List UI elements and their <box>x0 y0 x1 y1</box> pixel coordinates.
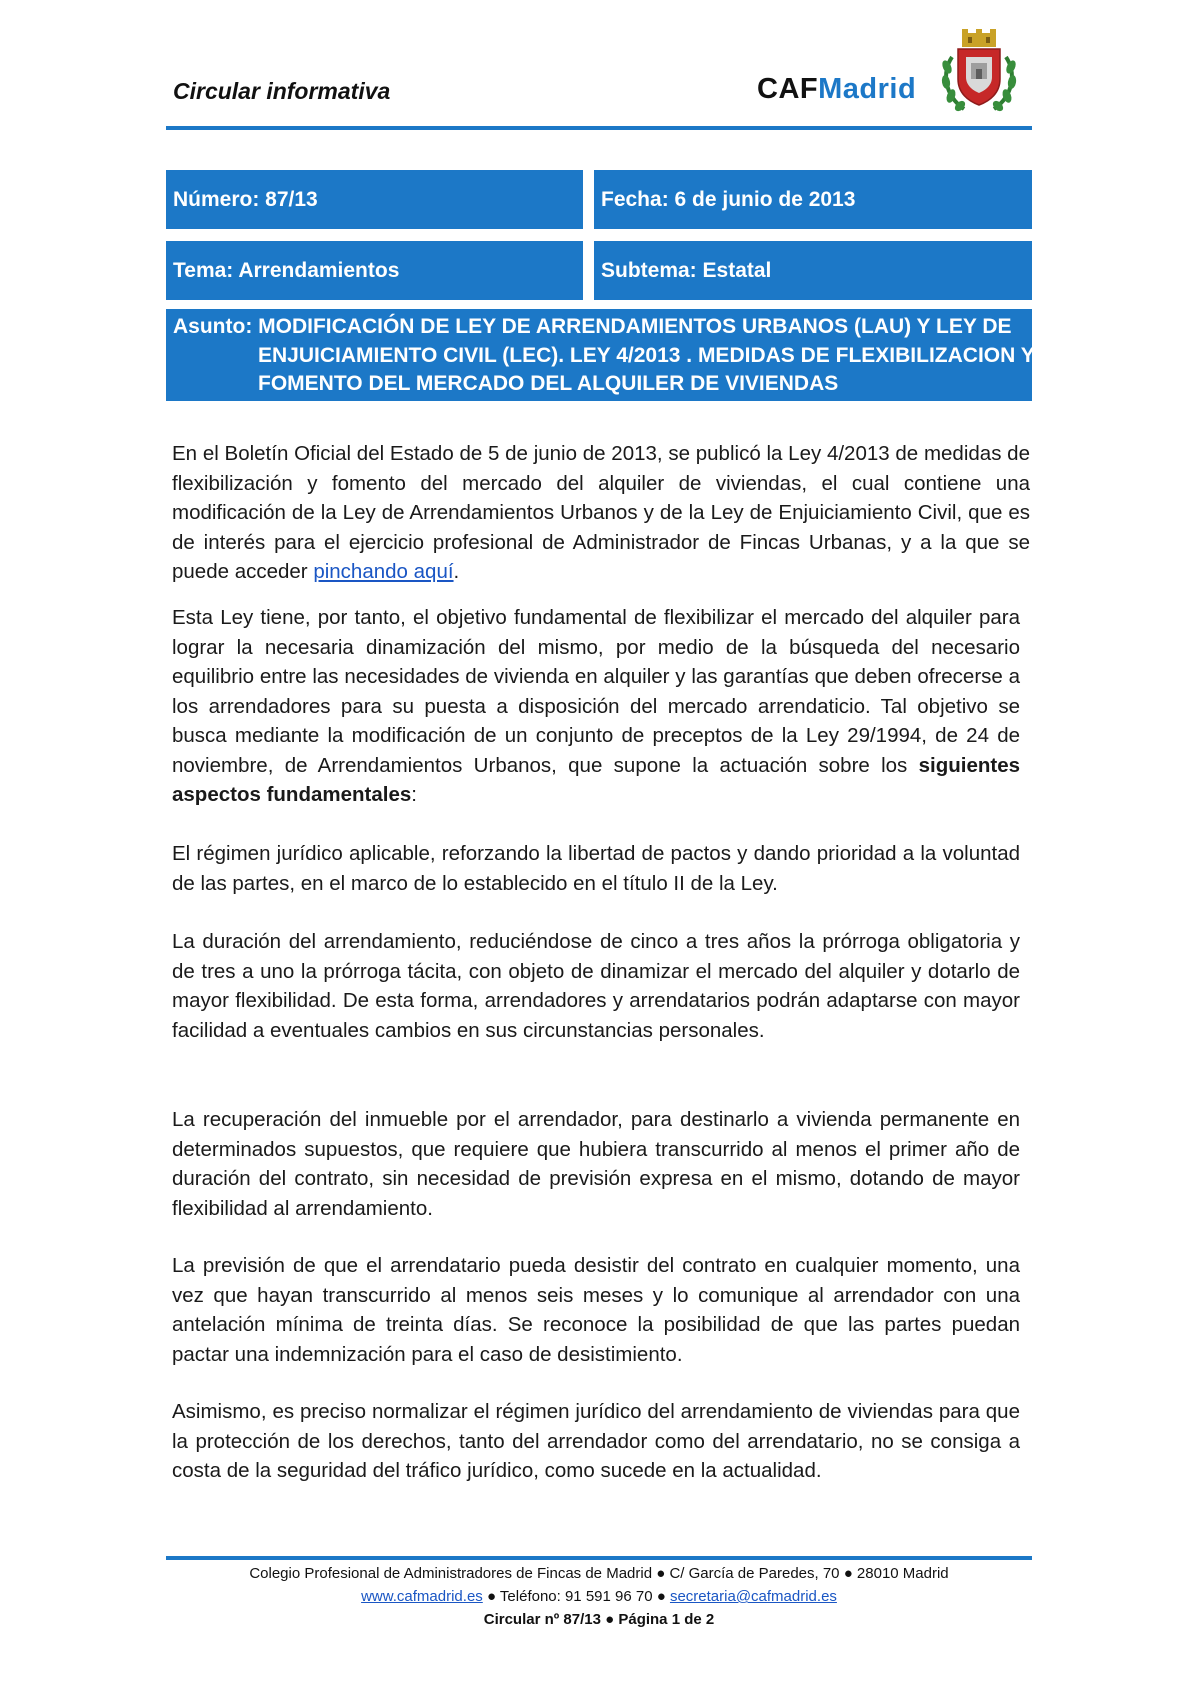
header-divider <box>166 126 1032 130</box>
paragraph-2 <box>172 603 1020 810</box>
fecha-label: Fecha: 6 de junio de 2013 <box>601 188 856 211</box>
asunto-line-1: Asunto: MODIFICACIÓN DE LEY DE ARRENDAMIENTOS URBANOS (LAU) Y LEY DE <box>173 315 1012 338</box>
paragraph-5: La recuperación del inmueble por el arrendador, para destinarlo a vivienda permanente en determinados supuestos, que requiere que hubiera transcurrido al menos el primer año de duración del contrato, sin necesidad de previsión expresa en el mismo, dotando de mayor flexibilidad al arrendamiento. <box>172 1108 1020 1220</box>
paragraph-4: La duración del arrendamiento, reduciéndose de cinco a tres años la prórroga obligatoria y de tres a uno la prórroga tácita, con objeto de dinamizar el mercado del alquiler y dotarlo de mayor flexibilidad. De esta forma, arrendadores y arrendatarios podrán adaptarse con mayor facilidad a eventuales cambios en sus circunstancias personales. <box>172 930 1020 1042</box>
paragraph-7: Asimismo, es preciso normalizar el régimen jurídico del arrendamiento de viviendas para que la protección de los derechos, tanto del arrendador como del arrendatario, no se consiga a costa de la seguridad del tráfico jurídico, como sucede en la actualidad. <box>172 1400 1020 1482</box>
tema-label: Tema: Arrendamientos <box>173 259 400 282</box>
paragraph-2-text: Esta Ley tiene, por tanto, el objetivo fundamental de flexibilizar el mercado del alquiler para lograr la necesaria dinamización del mismo, por medio de la búsqueda del necesario equilibrio entre las necesidades de vivienda en alquiler y las garantías que deben ofrecerse a los arrendadores para su puesta a disposición del mercado arrendaticio. Tal objetivo se busca mediante la modificación de un conjunto de preceptos de la Ley 29/1994, de 24 de noviembre, de Arrendamientos Urbanos, que supone la actuación sobre los <box>172 606 1020 777</box>
footer-address: Colegio Profesional de Administradores de Fincas de Madrid ● C/ García de Paredes, 70 ● 28010 Madrid <box>249 1565 949 1582</box>
numero-box <box>166 170 583 229</box>
paragraph-6: La previsión de que el arrendatario pueda desistir del contrato en cualquier momento, una vez que hayan transcurrido al menos seis meses y lo comunique al arrendador con una antelación mínima de treinta días. Se reconoce la posibilidad de que las partes puedan pactar una indemnización para el caso de desistimiento. <box>172 1254 1020 1366</box>
paragraph-1-text: En el Boletín Oficial del Estado de 5 de junio de 2013, se publicó la Ley 4/2013 de medidas de flexibilización y fomento del mercado del alquiler de viviendas, el cual contiene una modificación de la Ley de Arrendamientos Urbanos y de la Ley de Enjuiciamiento Civil, que es de interés para el ejercicio profesional de Administrador de Fincas Urbanas, y a la que se puede acceder <box>172 442 1030 583</box>
fecha-box <box>594 170 1032 229</box>
brand-caf: CAF <box>757 73 819 105</box>
paragraph-2-end: : <box>411 783 417 806</box>
paragraph-1-end: . <box>453 560 460 583</box>
subtema-label: Subtema: Estatal <box>601 259 772 282</box>
asunto-box <box>166 309 1035 401</box>
numero-label: Número: 87/13 <box>173 188 318 211</box>
footer-phone: ● Teléfono: 91 591 96 70 ● <box>482 1588 670 1605</box>
paragraph-2-bold: siguientes aspectos fundamentales <box>172 753 1020 806</box>
asunto-line-2: ENJUICIAMIENTO CIVIL (LEC). LEY 4/2013 . MEDIDAS DE FLEXIBILIZACION Y <box>258 344 1035 367</box>
footer-contact <box>166 1588 1032 1605</box>
brand-madrid: Madrid <box>818 73 917 105</box>
paragraph-3: El régimen jurídico aplicable, reforzando la libertad de pactos y dando prioridad a la voluntad de las partes, en el marco de lo establecido en el título II de la Ley. <box>172 842 1020 895</box>
asunto-line-3: FOMENTO DEL MERCADO DEL ALQUILER DE VIVIENDAS <box>258 372 839 395</box>
bulletin-link[interactable]: pinchando aquí <box>313 560 454 583</box>
brand-logo-text <box>757 73 916 106</box>
cafmadrid-crest-icon <box>938 27 1020 115</box>
tema-box <box>166 241 583 300</box>
website-link[interactable]: www.cafmadrid.es <box>361 1588 483 1605</box>
header-title: Circular informativa <box>173 78 391 104</box>
email-link[interactable]: secretaria@cafmadrid.es <box>669 1588 837 1605</box>
paragraph-1 <box>172 439 1030 587</box>
footer-page-info: Circular nº 87/13 ● Página 1 de 2 <box>483 1611 715 1628</box>
footer-divider <box>166 1556 1032 1560</box>
subtema-box <box>594 241 1032 300</box>
